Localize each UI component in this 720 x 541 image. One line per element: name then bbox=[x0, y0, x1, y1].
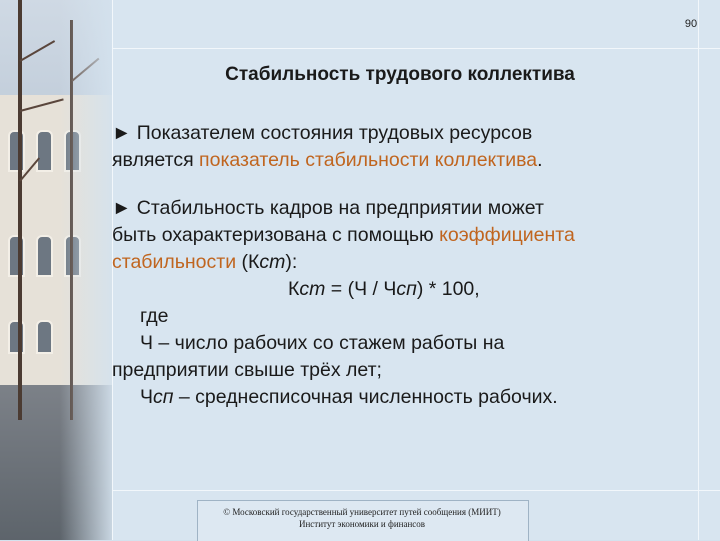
footer-line-2: Институт экономики и финансов bbox=[298, 519, 426, 529]
paragraph-2 bbox=[112, 195, 712, 411]
definition-chsp: Чсп – среднесписочная численность рабочих. bbox=[140, 386, 558, 408]
definition-ch: Ч – число рабочих со стажем работы на bbox=[140, 332, 505, 354]
slide-body bbox=[112, 120, 712, 432]
slide-title: Стабильность трудового коллектива bbox=[225, 64, 575, 85]
definition-ch-cont: предприятии свыше трёх лет; bbox=[112, 359, 382, 381]
text-line: ► Стабильность кадров на предприятии может bbox=[112, 197, 544, 219]
text-line: является показатель стабильности коллектива. bbox=[112, 149, 543, 171]
tree-trunk bbox=[18, 0, 22, 420]
footer bbox=[197, 506, 527, 530]
highlighted-term: показатель стабильности коллектива bbox=[199, 149, 538, 171]
where-label: где bbox=[140, 305, 169, 327]
formula: Кст = (Ч / Чсп) * 100, bbox=[288, 278, 480, 300]
window bbox=[36, 235, 53, 277]
window bbox=[36, 130, 53, 172]
window bbox=[8, 320, 25, 354]
window bbox=[8, 235, 25, 277]
footer-line-1: © Московский государственный университет путей сообщения (МИИТ) bbox=[223, 507, 501, 517]
text-line: стабильности (Кст): bbox=[112, 251, 298, 273]
text-line: быть охарактеризована с помощью коэффициента bbox=[112, 224, 575, 246]
photo-fade bbox=[60, 0, 112, 540]
bullet-arrow-icon: ► bbox=[112, 197, 132, 219]
window bbox=[36, 320, 53, 354]
highlighted-term: коэффициента bbox=[439, 224, 575, 246]
bullet-arrow-icon: ► bbox=[112, 122, 132, 144]
highlighted-term: стабильности bbox=[112, 251, 237, 273]
background-photo bbox=[0, 0, 112, 540]
page-number: 90 bbox=[684, 18, 698, 30]
window bbox=[8, 130, 25, 172]
text-line: ► Показателем состояния трудовых ресурсов bbox=[112, 122, 533, 144]
paragraph-1 bbox=[112, 120, 712, 174]
tree-branch bbox=[20, 40, 56, 62]
